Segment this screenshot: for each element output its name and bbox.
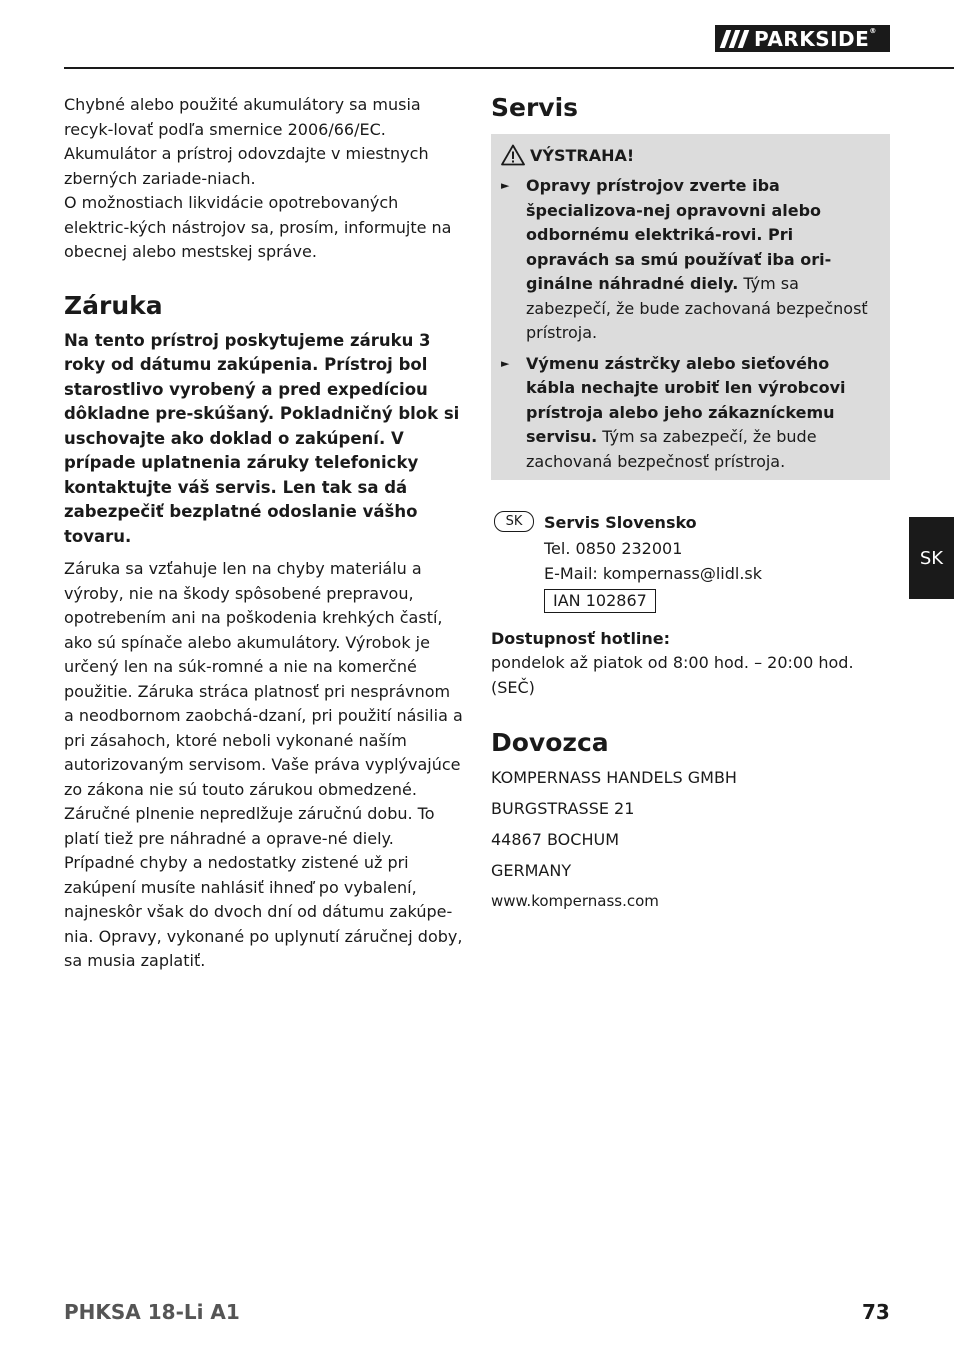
- warning-item-bold: Výmenu zástrčky alebo sieťového kábla nechajte urobiť len výrobcovi prístroja alebo jeho zákazníckemu servisu.: [526, 353, 846, 446]
- address-line: BURGSTRASSE 21: [491, 799, 635, 818]
- language-tab: SK: [909, 517, 954, 599]
- importer-title: Dovozca: [491, 728, 609, 757]
- disposal-text: Chybné alebo použité akumulátory sa musia recyk-lovať podľa smernice 2006/66/EC. Akumulátor a prístroj odovzdajte v miestnych zberných zariade-niach.: [64, 95, 429, 188]
- warning-item-normal: Tým sa zabezpečí, že bude zachovaná bezpečnosť prístroja.: [526, 274, 868, 342]
- warning-label: VÝSTRAHA!: [530, 145, 635, 165]
- page-number: 73: [862, 1300, 890, 1324]
- disposal-text-2: O možnostiach likvidácie opotrebovaných elektric-kých nástrojov sa, prosím, informujte na obecnej alebo mestskej správe.: [64, 193, 452, 261]
- address-line: KOMPERNASS HANDELS GMBH: [491, 768, 737, 787]
- hotline-title: Dostupnosť hotline:: [491, 628, 671, 648]
- warning-header: [501, 142, 872, 168]
- warning-triangle-icon: [501, 144, 525, 166]
- triangle-bullet-icon: ►: [501, 179, 510, 192]
- left-column: [64, 93, 464, 974]
- website-link[interactable]: www.kompernass.com: [491, 892, 659, 910]
- logo-text: PARKSIDE®: [754, 26, 877, 51]
- right-column: [491, 93, 891, 917]
- address-line: GERMANY: [491, 861, 572, 880]
- warning-item-bold: Opravy prístrojov zverte iba špecializova-nej opravovni alebo odbornému elektriká-rovi. Pri opravách sa smú používať iba ori-ginálne náhradné diely.: [526, 176, 832, 293]
- importer-address: [491, 762, 891, 917]
- warning-item: [501, 174, 872, 346]
- triangle-bullet-icon: ►: [501, 356, 510, 370]
- footer-model: PHKSA 18-Li A1: [64, 1300, 240, 1324]
- address-line: 44867 BOCHUM: [491, 830, 619, 849]
- logo-stripes: [723, 30, 750, 48]
- parkside-logo: [715, 25, 890, 52]
- service-name: Servis Slovensko: [544, 513, 697, 532]
- warning-item: [501, 352, 872, 475]
- ian-number: IAN 102867: [544, 589, 656, 613]
- service-title: Servis: [491, 93, 579, 122]
- header-rule: [64, 67, 954, 69]
- warranty-body-text: Záruka sa vzťahuje len na chyby materiálu a výroby, nie na škody spôsobené prepravou, opotrebením ani na poškodenia krehkých častí, ako sú spínače alebo akumulátory. Výrobok je určený len na súk-romné a nie na komerčné použitie. Záruka stráca platnosť pri nesprávnom a neodbornom zaobchá-dzaní, pri použití násilia a pri zásahoch, ktoré neboli vykonané naším autorizovaným servisom. Vaše práva vyplývajúce zo zákona nie sú touto zárukou obmedzené. Záručné plnenie nepredlžuje záručnú dobu. To platí tiež pre náhradné a oprave-né diely. Prípadné chyby a nedostatky zistené už pri zakúpení musíte nahlásiť ihneď po vybalení, najneskôr však do dvoch dní od dátumu zakúpe-nia. Opravy, vykonané po uplynutí záručnej doby, sa musia zaplatiť.: [64, 559, 463, 970]
- service-email: E-Mail: kompernass@lidl.sk: [544, 564, 763, 583]
- service-contact: [491, 510, 891, 613]
- warranty-bold-text: Na tento prístroj poskytujeme záruku 3 roky od dátumu zakúpenia. Prístroj bol starostlivo vyrobený a pred expedíciou dôkladne pre-skúšaný. Pokladničný blok si uschovajte ako doklad o zakúpení. V prípade uplatnenia záruky telefonicky kontaktujte váš servis. Len tak sa dá zabezpečiť bezplatné odoslanie vášho tovaru.: [64, 330, 460, 546]
- service-phone: Tel. 0850 232001: [544, 538, 683, 558]
- warranty-title: Záruka: [64, 290, 163, 320]
- hotline-hours: pondelok až piatok od 8:00 hod. – 20:00 hod.(SEČ): [491, 653, 854, 697]
- warning-box: [491, 134, 890, 480]
- country-badge: SK: [494, 511, 534, 532]
- warning-item-normal: Tým sa zabezpečí, že bude zachovaná bezpečnosť prístroja.: [526, 427, 817, 471]
